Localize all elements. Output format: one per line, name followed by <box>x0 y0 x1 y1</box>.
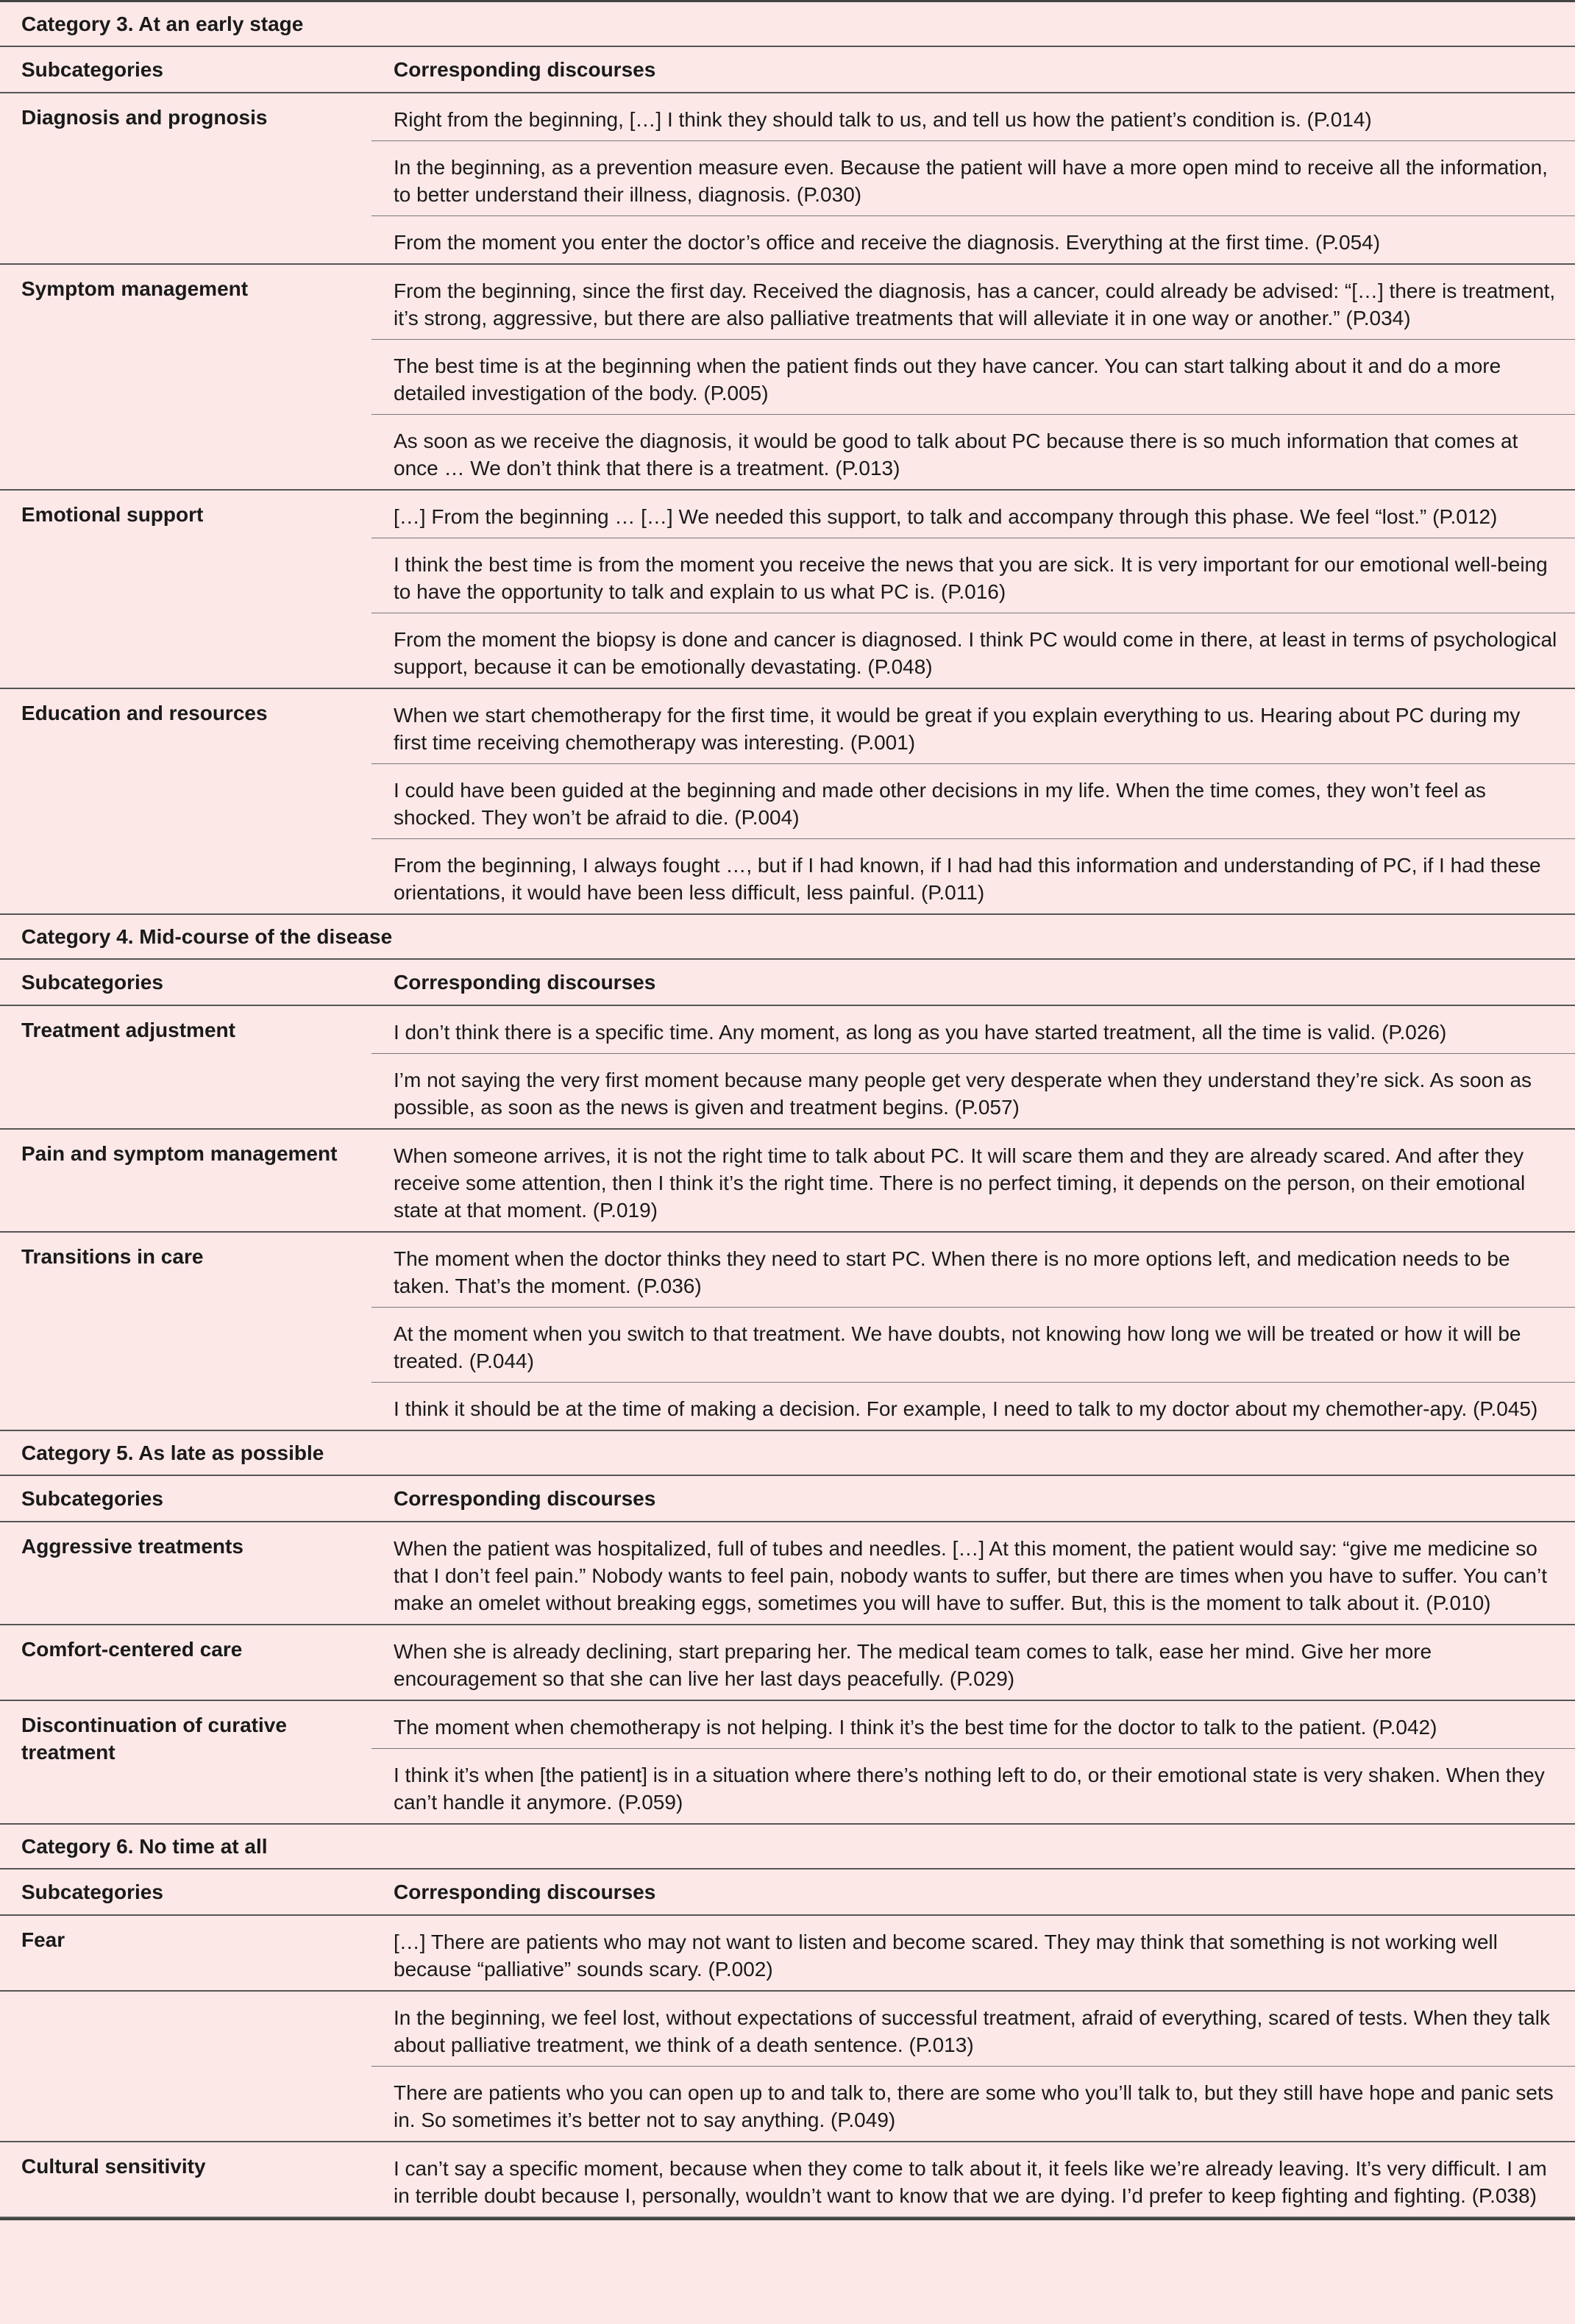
discourse-quote: I’m not saying the very first moment because many people get very desperate when they understand they’re sick. As soon as possible, as soon as the news is given and treatment begins. (P.057) <box>394 1069 1532 1119</box>
subcategory-name: Fear <box>21 1928 65 1951</box>
discourse-quote: The best time is at the beginning when the patient finds out they have cancer. You can start talking about it and do a more detailed investigation of the body. (P.005) <box>371 340 1575 415</box>
discourse-quote: The moment when the doctor thinks they need to start PC. When there is no more options left, and medication needs to be taken. That’s the moment. (P.036) <box>371 1233 1575 1308</box>
discourse-list <box>371 1992 1575 2141</box>
subcategory-group <box>0 1992 1575 2142</box>
category-title: Category 5. As late as possible <box>0 1431 1575 1476</box>
subcategory-name: Aggressive treatments <box>21 1535 243 1558</box>
discourse-list <box>371 1522 1575 1624</box>
discourse-quote: In the beginning, we feel lost, without expectations of successful treatment, afraid of everything, scared of tests. When they talk about palliative treatment, we think of a death sentence. (P.013) <box>371 1992 1575 2067</box>
header-subcategories: Subcategories <box>21 57 163 81</box>
subcategory-group <box>0 491 1575 689</box>
subcategory-name: Transitions in care <box>21 1245 204 1268</box>
subcategory-name: Emotional support <box>21 503 204 526</box>
subcategory-name: Symptom management <box>21 277 249 300</box>
discourse-quote: When we start chemotherapy for the first time, it would be great if you explain everything to us. Hearing about PC during my first time receiving chemotherapy was interesting. (P.001) <box>371 689 1575 764</box>
discourse-quote: From the moment you enter the doctor’s office and receive the diagnosis. Everything at the first time. (P.054) <box>394 231 1381 254</box>
discourse-quote: At the moment when you switch to that treatment. We have doubts, not knowing how long we will be treated or how it will be treated. (P.044) <box>371 1308 1575 1383</box>
subcategory-group <box>0 1006 1575 1130</box>
subcategory-group <box>0 1233 1575 1431</box>
header-subcategories: Subcategories <box>21 1880 163 1903</box>
discourse-quote: From the beginning, since the first day. Received the diagnosis, has a cancer, could already be advised: “[…] there is treatment, it’s strong, aggressive, but there are also palliative treatments that will alleviate it in one way or another.” (P.034) <box>371 265 1575 340</box>
header-row <box>0 960 1575 1006</box>
header-discourses: Corresponding discourses <box>394 970 656 994</box>
discourse-quote: The moment when chemotherapy is not helping. I think it’s the best time for the doctor to talk to the patient. (P.042) <box>371 1701 1575 1749</box>
discourse-quote: From the beginning, I always fought …, but if I had known, if I had had this information and understanding of PC, if I had these orientations, it would have been less difficult, less painful. (P.011) <box>394 854 1541 904</box>
category-title: Category 4. Mid-course of the disease <box>0 915 1575 960</box>
discourse-list <box>371 491 1575 688</box>
subcategory-group <box>0 1130 1575 1233</box>
category-title: Category 3. At an early stage <box>0 2 1575 47</box>
discourse-list <box>371 1130 1575 1231</box>
subcategory-name: Discontinuation of curative treatment <box>21 1714 287 1764</box>
subcategory-group <box>0 265 1575 491</box>
subcategory-name <box>0 1992 371 2141</box>
subcategory-group <box>0 2142 1575 2218</box>
discourse-list <box>371 93 1575 263</box>
subcategory-group <box>0 1701 1575 1825</box>
header-row <box>0 47 1575 93</box>
discourse-quote: When someone arrives, it is not the right time to talk about PC. It will scare them and they are already scared. And after they receive some attention, then I think it’s the right time. There is no perfect timing, it depends on the person, on their emotional state at that moment. (P.019) <box>394 1144 1526 1222</box>
header-subcategories: Subcategories <box>21 1486 163 1510</box>
discourse-list <box>371 1916 1575 1990</box>
discourse-quote: I can’t say a specific moment, because when they come to talk about it, it feels like we’re already leaving. It’s very difficult. I am in terrible doubt because I, personally, wouldn’t want to know that we are dying. I’d prefer to keep fighting and fighting. (P.038) <box>394 2157 1547 2207</box>
discourse-list <box>371 265 1575 489</box>
discourse-quote: In the beginning, as a prevention measure even. Because the patient will have a more open mind to receive all the information, to better understand their illness, diagnosis. (P.030) <box>371 141 1575 216</box>
discourse-quote: I could have been guided at the beginning and made other decisions in my life. When the time comes, they won’t feel as shocked. They won’t be afraid to die. (P.004) <box>371 764 1575 839</box>
discourse-quote: I think it should be at the time of making a decision. For example, I need to talk to my doctor about my chemother-apy. (P.045) <box>394 1397 1538 1420</box>
discourse-list <box>371 2142 1575 2217</box>
header-subcategories: Subcategories <box>21 970 163 994</box>
subcategory-name: Cultural sensitivity <box>21 2155 206 2178</box>
discourse-quote: […] There are patients who may not want to listen and become scared. They may think that something is not working well because “palliative” sounds scary. (P.002) <box>394 1931 1498 1981</box>
header-discourses: Corresponding discourses <box>394 1486 656 1510</box>
header-discourses: Corresponding discourses <box>394 57 656 81</box>
subcategory-name: Diagnosis and prognosis <box>21 106 268 129</box>
discourse-quote: Right from the beginning, […] I think they should talk to us, and tell us how the patient’s condition is. (P.014) <box>371 93 1575 141</box>
discourse-list <box>371 1233 1575 1430</box>
discourse-quote: When she is already declining, start preparing her. The medical team comes to talk, ease her mind. Give her more encouragement so that she can live her last days peacefully. (P.029) <box>394 1640 1432 1690</box>
discourse-quote: I think the best time is from the moment you receive the news that you are sick. It is very important for our emotional well-being to have the opportunity to talk and explain to us what PC is. (P.016) <box>371 538 1575 613</box>
category-title: Category 6. No time at all <box>0 1825 1575 1869</box>
subcategory-group <box>0 689 1575 915</box>
discourse-list <box>371 1625 1575 1700</box>
discourse-list <box>371 1701 1575 1823</box>
discourse-quote: I don’t think there is a specific time. Any moment, as long as you have started treatment, all the time is valid. (P.026) <box>371 1006 1575 1054</box>
subcategory-name: Pain and symptom management <box>21 1142 338 1165</box>
subcategory-group <box>0 93 1575 265</box>
discourse-quote: From the moment the biopsy is done and cancer is diagnosed. I think PC would come in there, at least in terms of psychological support, because it can be emotionally devastating. (P.048) <box>394 628 1557 678</box>
header-row <box>0 1869 1575 1916</box>
discourse-list <box>371 689 1575 913</box>
subcategory-group <box>0 1916 1575 1992</box>
header-row <box>0 1476 1575 1522</box>
discourse-quote: When the patient was hospitalized, full of tubes and needles. […] At this moment, the patient would say: “give me medicine so that I don’t feel pain.” Nobody wants to feel pain, nobody wants to suffer, but there are times when you have to suffer. You can’t make an omelet without breaking eggs, sometimes you will have to suffer. But, this is the moment to talk about it. (P.010) <box>394 1537 1547 1614</box>
discourse-list <box>371 1006 1575 1128</box>
subcategory-name: Treatment adjustment <box>21 1019 235 1041</box>
discourse-quote: […] From the beginning … […] We needed this support, to talk and accompany through this phase. We feel “lost.” (P.012) <box>371 491 1575 538</box>
discourse-quote: I think it’s when [the patient] is in a situation where there’s nothing left to do, or their emotional state is very shaken. When they can’t handle it anymore. (P.059) <box>394 1764 1545 1814</box>
subcategory-name: Education and resources <box>21 702 268 724</box>
subcategory-group <box>0 1522 1575 1625</box>
discourse-quote: As soon as we receive the diagnosis, it would be good to talk about PC because there is so much information that comes at once … We don’t think that there is a treatment. (P.013) <box>394 429 1518 480</box>
discourse-quote: There are patients who you can open up to and talk to, there are some who you’ll talk to, but they still have hope and panic sets in. So sometimes it’s better not to say anything. (P.049) <box>394 2081 1554 2131</box>
subcategory-group <box>0 1625 1575 1701</box>
header-discourses: Corresponding discourses <box>394 1880 656 1903</box>
subcategory-name: Comfort-centered care <box>21 1638 243 1661</box>
